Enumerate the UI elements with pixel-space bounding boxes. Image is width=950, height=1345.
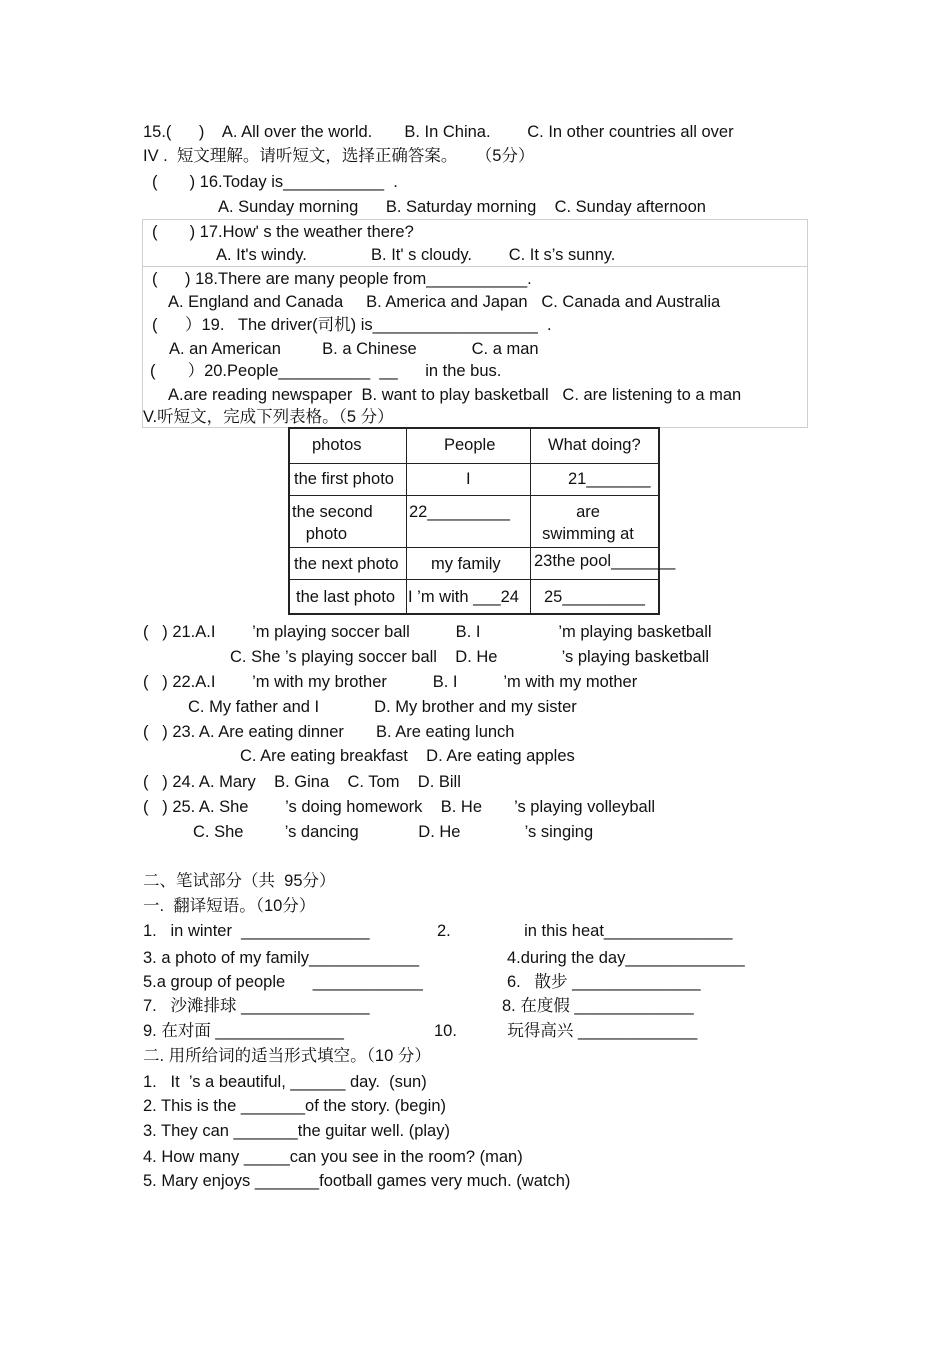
table-divider	[290, 463, 658, 464]
table-cell: 21_______	[568, 470, 651, 488]
question-23-options: C. Are eating breakfast D. Are eating apples	[240, 747, 575, 765]
question-20: ( ）20.People__________ __ in the bus.	[150, 362, 502, 380]
question-24: ( ) 24. A. Mary B. Gina C. Tom D. Bill	[143, 773, 461, 791]
question-22: ( ) 22.A.I ’m with my brother B. I ’m with my mother	[143, 673, 638, 691]
table-divider	[290, 547, 658, 548]
table-divider	[530, 429, 531, 613]
table-cell: are swimming at	[542, 503, 634, 543]
question-20-options: A.are reading newspaper B. want to play basketball C. are listening to a man	[168, 386, 742, 404]
fill-in-item: 2. This is the _______of the story. (begin)	[143, 1097, 446, 1115]
section-5-title: V.听短文，完成下列表格。（5 分）	[143, 408, 394, 426]
question-16-options: A. Sunday morning B. Saturday morning C. Sunday afternoon	[218, 198, 706, 216]
question-25-options: C. She ’s dancing D. He ’s singing	[193, 823, 594, 841]
question-22-options: C. My father and I D. My brother and my sister	[188, 698, 577, 716]
translation-item: 10. 玩得高兴 _____________	[434, 1022, 698, 1040]
translation-item: 8. 在度假 _____________	[502, 997, 694, 1015]
listening-table	[288, 427, 676, 615]
written-section-1-title: 一. 翻译短语。（10分）	[143, 897, 316, 915]
fill-in-item: 4. How many _____can you see in the room? (man)	[143, 1148, 523, 1166]
question-15: 15.( ) A. All over the world. B. In China. C. In other countries all over	[143, 123, 734, 141]
translation-item: 3. a photo of my family____________	[143, 949, 420, 967]
table-cell: 23the pool_______	[534, 552, 676, 570]
table-header: What doing?	[548, 436, 641, 454]
table-cell: the second photo	[292, 503, 373, 543]
table-cell: I ’m with ___24	[408, 588, 519, 606]
question-18: ( ) 18.There are many people from___________.	[152, 270, 532, 288]
translation-item: 5.a group of people ____________	[143, 973, 423, 991]
table-cell: the first photo	[294, 470, 394, 488]
translation-item: 6. 散步 ______________	[507, 973, 701, 991]
translation-item: 2. in this heat______________	[437, 922, 733, 940]
question-16: ( ) 16.Today is___________ .	[152, 173, 398, 191]
question-17: ( ) 17.How' s the weather there?	[152, 223, 414, 241]
translation-item: 9. 在对面 ______________	[143, 1022, 344, 1040]
fill-in-item: 3. They can _______the guitar well. (play)	[143, 1122, 450, 1140]
table-cell: 25_________	[544, 588, 645, 606]
fill-in-item: 1. It ’s a beautiful, ______ day. (sun)	[143, 1073, 427, 1091]
question-17-options: A. It's windy. B. It' s cloudy. C. It s’s sunny.	[216, 246, 616, 264]
table-divider	[406, 429, 407, 613]
table-header: photos	[312, 436, 362, 454]
question-21: ( ) 21.A.I ’m playing soccer ball B. I ’m playing basketball	[143, 623, 712, 641]
table-cell: the next photo	[294, 555, 399, 573]
section-4-title: IV . 短文理解。请听短文，选择正确答案。 （5分）	[143, 147, 535, 165]
table-cell: I	[466, 470, 471, 488]
question-23: ( ) 23. A. Are eating dinner B. Are eating lunch	[143, 723, 515, 741]
written-part-title: 二、笔试部分（共 95分）	[143, 872, 336, 890]
table-divider	[290, 495, 658, 496]
translation-item: 4.during the day_____________	[507, 949, 745, 967]
question-18-options: A. England and Canada B. America and Japan C. Canada and Australia	[168, 293, 721, 311]
question-25: ( ) 25. A. She ’s doing homework B. He ’s playing volleyball	[143, 798, 656, 816]
table-cell: the last photo	[296, 588, 396, 606]
question-21-options: C. She ’s playing soccer ball D. He ’s playing basketball	[230, 648, 710, 666]
fill-in-item: 5. Mary enjoys _______football games very much. (watch)	[143, 1172, 571, 1190]
question-19-options: A. an American B. a Chinese C. a man	[169, 340, 539, 358]
table-divider	[290, 579, 658, 580]
table-cell: 22_________	[409, 503, 510, 521]
question-19: ( ）19. The driver(司机) is__________________ .	[152, 316, 552, 334]
written-section-2-title: 二. 用所给词的适当形式填空。（10 分）	[143, 1047, 431, 1065]
table-cell: my family	[431, 555, 501, 573]
translation-item: 7. 沙滩排球 ______________	[143, 997, 370, 1015]
table-header: People	[444, 436, 496, 454]
translation-item: 1. in winter ______________	[143, 922, 370, 940]
